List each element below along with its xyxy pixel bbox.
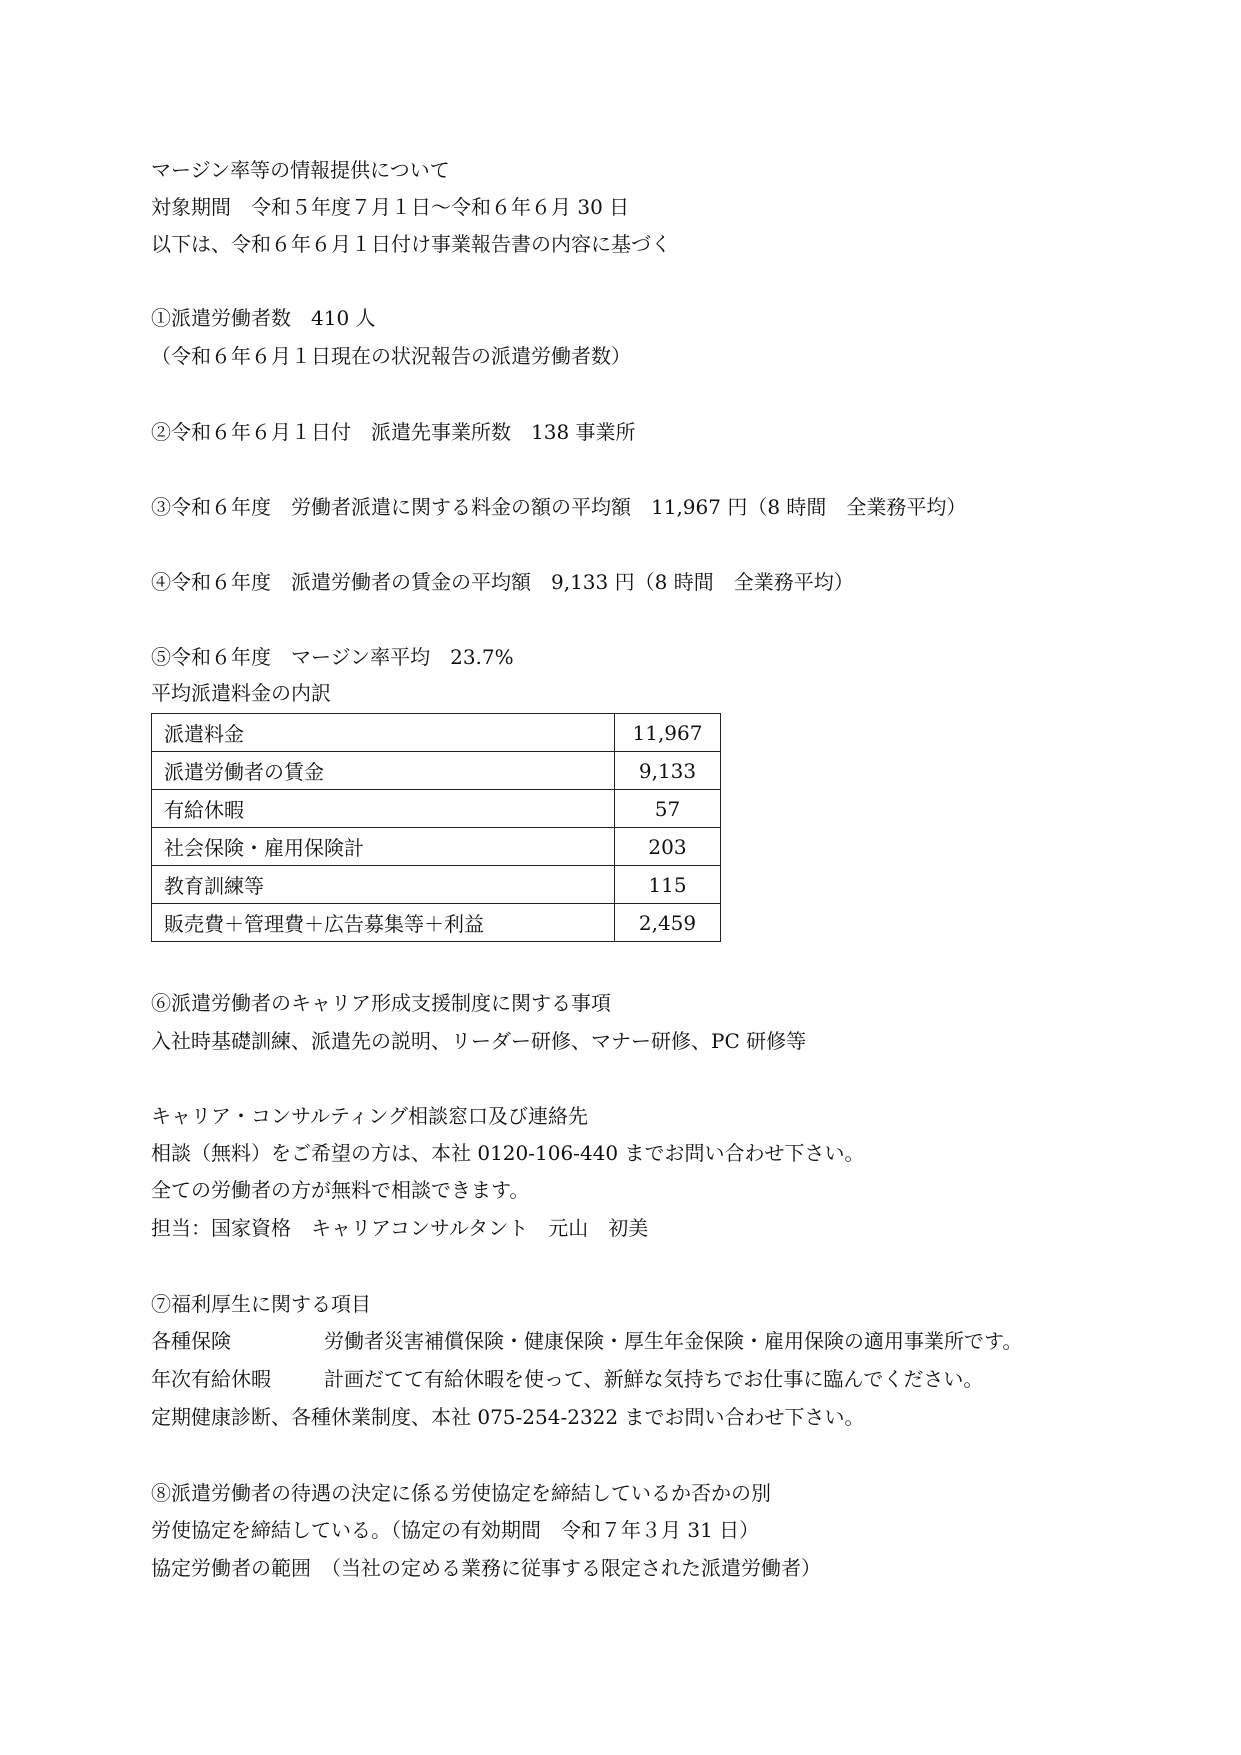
career-heading: キャリア・コンサルティング相談窓口及び連絡先: [151, 1104, 588, 1128]
item8-line2: 協定労働者の範囲 （当社の定める業務に従事する限定された派遣労働者）: [151, 1556, 821, 1580]
item7-heading: ⑦福利厚生に関する項目: [151, 1292, 371, 1316]
insurance-line: [151, 1328, 1022, 1354]
item4-heading: ④令和６年度 派遣労働者の賃金の平均額 9,133 円（8 時間 全業務平均）: [151, 570, 854, 594]
table-cell-label: 社会保険・雇用保険計: [152, 828, 615, 866]
leave-text: 計画だてて有給休暇を使って、新鮮な気持ちでお仕事に臨んでください。: [324, 1367, 984, 1391]
career-line2: 全ての労働者の方が無料で相談できます。: [151, 1178, 530, 1202]
item2-heading: ②令和６年６月１日付 派遣先事業所数 138 事業所: [151, 420, 636, 444]
table-row: [152, 752, 721, 790]
career-line3: 担当：国家資格 キャリアコンサルタント 元山 初美: [151, 1216, 649, 1240]
table-cell-value: 203: [615, 828, 721, 866]
table-row: [152, 790, 721, 828]
item6-body: 入社時基礎訓練、派遣先の説明、リーダー研修、マナー研修、PC 研修等: [151, 1029, 807, 1053]
table-cell-value: 115: [615, 866, 721, 904]
table-row: [152, 904, 721, 942]
insurance-text: 労働者災害補償保険・健康保険・厚生年金保険・雇用保険の適用事業所です。: [324, 1329, 1023, 1353]
target-period: 対象期間 令和５年度７月１日～令和６年６月 30 日: [151, 195, 630, 219]
item8-line1: 労使協定を締結している。（協定の有効期間 令和７年３月 31 日）: [151, 1518, 760, 1542]
table-row: [152, 866, 721, 904]
insurance-label: 各種保険: [151, 1329, 231, 1353]
item5-heading: ⑤令和６年度 マージン率平均 23.7%: [151, 645, 514, 669]
health-line: 定期健康診断、各種休業制度、本社 075-254-2322 までお問い合わせ下さい。: [151, 1405, 865, 1429]
career-line1: 相談（無料）をご希望の方は、本社 0120-106-440 までお問い合わせ下さい。: [151, 1141, 865, 1165]
table-cell-label: 教育訓練等: [152, 866, 615, 904]
table-cell-value: 9,133: [615, 752, 721, 790]
document-title: マージン率等の情報提供について: [151, 158, 450, 182]
item3-heading: ③令和６年度 労働者派遣に関する料金の額の平均額 11,967 円（8 時間 全業務平均）: [151, 495, 967, 519]
leave-line: [151, 1366, 983, 1392]
item1-note: （令和６年６月１日現在の状況報告の派遣労働者数）: [151, 344, 631, 368]
table-cell-label: 派遣料金: [152, 714, 615, 752]
table-cell-value: 11,967: [615, 714, 721, 752]
table-cell-value: 57: [615, 790, 721, 828]
table-cell-label: 派遣労働者の賃金: [152, 752, 615, 790]
table-cell-value: 2,459: [615, 904, 721, 942]
item1-heading: ①派遣労働者数 410 人: [151, 306, 376, 330]
item6-heading: ⑥派遣労働者のキャリア形成支援制度に関する事項: [151, 991, 611, 1015]
table-row: [152, 828, 721, 866]
fee-breakdown-table: [151, 713, 721, 942]
table-cell-label: 有給休暇: [152, 790, 615, 828]
table-cell-label: 販売費＋管理費＋広告募集等＋利益: [152, 904, 615, 942]
item8-heading: ⑧派遣労働者の待遇の決定に係る労使協定を締結しているか否かの別: [151, 1481, 771, 1505]
basis-statement: 以下は、令和６年６月１日付け事業報告書の内容に基づく: [151, 232, 671, 256]
table-caption: 平均派遣料金の内訳: [151, 681, 331, 705]
table-row: [152, 714, 721, 752]
leave-label: 年次有給休暇: [151, 1367, 271, 1391]
